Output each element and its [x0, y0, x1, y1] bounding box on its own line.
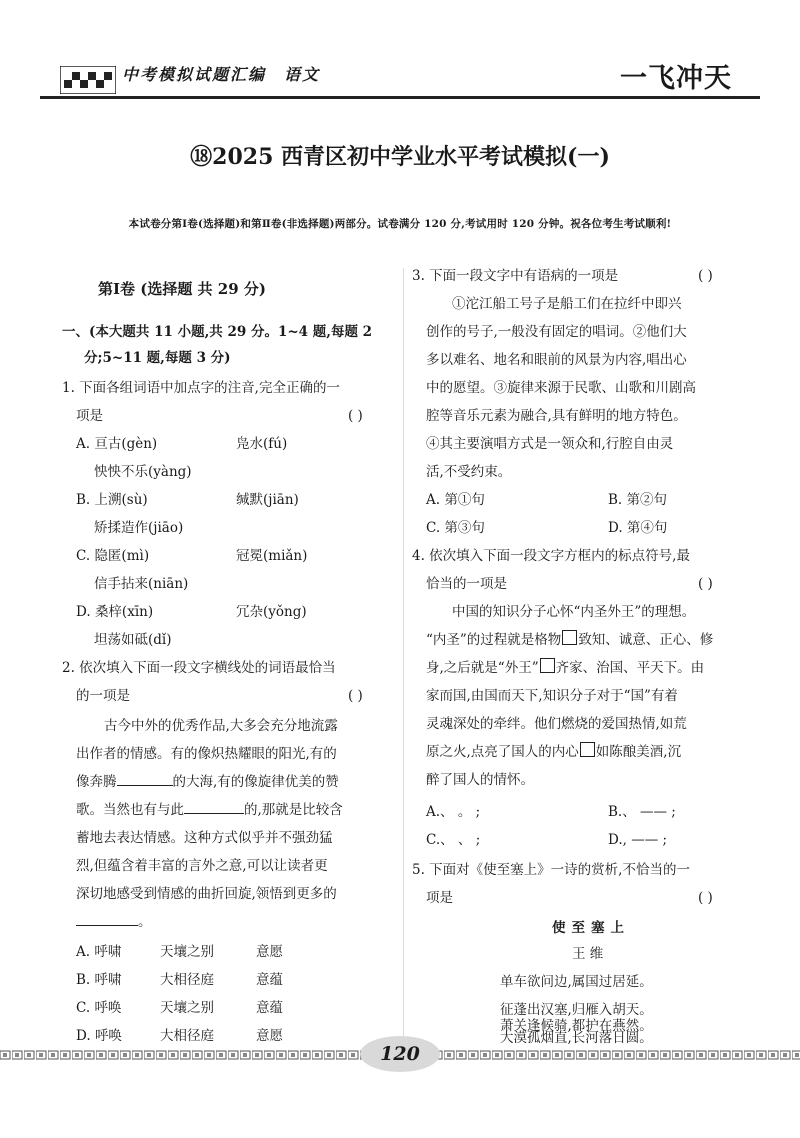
- text-part: 像奔腾: [76, 774, 117, 790]
- q1-option-d-word-3: 坦荡如砥(dǐ): [94, 632, 172, 648]
- q3-answer-paren[interactable]: ( ): [698, 268, 713, 284]
- option-word: 亘古(gèn): [94, 436, 158, 452]
- q2-option-c-c: 意蕴: [256, 1000, 283, 1016]
- q4-option-a[interactable]: A.、 。 ;: [426, 804, 481, 820]
- q1-option-b-word-2: 缄默(jiān): [236, 492, 299, 508]
- section-title: 第Ⅰ卷 (选择题 共 29 分): [98, 280, 266, 298]
- q3-option-b[interactable]: B. 第②句: [608, 492, 668, 508]
- q2-option-d[interactable]: [76, 1022, 122, 1050]
- exam-intro: 本试卷分第Ⅰ卷(选择题)和第Ⅱ卷(非选择题)两部分。试卷满分 120 分,考试用时 120 分钟。祝各位考生考试顺利!: [128, 218, 672, 230]
- q2-answer-paren[interactable]: ( ): [348, 688, 363, 704]
- punct-box-3[interactable]: [580, 742, 595, 757]
- option-label: A.: [76, 944, 91, 960]
- q2-option-c[interactable]: [76, 994, 121, 1022]
- q2-text-3: [76, 768, 339, 796]
- text-part: 原之火,点亮了国人的内心: [426, 744, 579, 760]
- q1-option-d-word-2: 冗杂(yǒng): [236, 604, 307, 620]
- q1-option-a-word-2: 凫水(fú): [236, 436, 288, 452]
- punct-box-1[interactable]: [562, 630, 577, 645]
- q2-stem-1: 2. 依次填入下面一段文字横线处的词语最恰当: [62, 660, 336, 676]
- q4-text-5: 灵魂深处的牵绊。他们燃烧的爱国热情,如荒: [426, 716, 687, 732]
- q4-text-4: 家而国,由国而天下,知识分子对于“国”有着: [426, 688, 678, 704]
- option-word: 桑梓(xīn): [94, 604, 154, 620]
- q2-text-5: 蓄地去表达情感。这种方式似乎并不强劲猛: [76, 830, 333, 846]
- text-part: 的大海,有的像旋律优美的赞: [172, 774, 339, 790]
- q2-option-c-b: 天壤之别: [160, 1000, 214, 1016]
- q3-option-d[interactable]: D. 第④句: [608, 520, 668, 536]
- q2-text-4: [76, 796, 343, 824]
- poem-line-2: 征蓬出汉塞,归雁入胡天。: [500, 1002, 653, 1018]
- q4-text-6: [426, 738, 681, 766]
- checker-decoration-icon: [60, 66, 116, 94]
- option-label: A.: [76, 436, 91, 452]
- q3-option-c[interactable]: C. 第③句: [426, 520, 485, 536]
- fill-blank-1[interactable]: [117, 769, 173, 786]
- header-rule: [40, 96, 760, 99]
- option-label: D.: [76, 604, 91, 620]
- right-column: [412, 262, 762, 1046]
- option-word: 呼啸: [94, 944, 122, 960]
- punct-box-2[interactable]: [540, 658, 555, 673]
- q2-option-a-c: 意愿: [256, 944, 283, 960]
- q4-text-3: [426, 654, 704, 682]
- q4-answer-paren[interactable]: ( ): [698, 576, 713, 592]
- poem-line-4: 萧关逢候骑,都护在燕然。: [500, 1018, 653, 1034]
- q2-option-d-c: 意愿: [256, 1028, 283, 1044]
- q2-option-b[interactable]: [76, 966, 122, 994]
- q5-answer-paren[interactable]: ( ): [698, 890, 713, 906]
- q2-option-d-b: 大相径庭: [160, 1028, 214, 1044]
- q1-option-c[interactable]: [76, 542, 149, 570]
- q4-stem-2: 恰当的一项是: [426, 576, 507, 592]
- q4-stem-1: 4. 依次填入下面一段文字方框内的标点符号,最: [412, 548, 690, 564]
- q3-text-5: 腔等音乐元素为融合,具有鲜明的地方特色。: [426, 408, 687, 424]
- text-part: 的,那就是比较含: [244, 802, 343, 818]
- q4-text-2: [426, 626, 713, 654]
- option-word: 呼唤: [94, 1000, 122, 1016]
- q1-option-d[interactable]: [76, 598, 153, 626]
- brand-logo: 一飞冲天: [620, 63, 732, 94]
- option-word: 呼啸: [94, 972, 122, 988]
- q4-text-7: 醉了国人的情怀。: [426, 772, 534, 788]
- q2-option-a-b: 天壤之别: [160, 944, 214, 960]
- q1-stem-1: 1. 下面各组词语中加点字的注音,完全正确的一: [62, 380, 340, 396]
- option-word: 隐匿(mì): [94, 548, 150, 564]
- option-label: B.: [76, 972, 91, 988]
- q3-text-7: 活,不受约束。: [426, 464, 512, 480]
- option-word: 上溯(sù): [94, 492, 148, 508]
- instruction-line-2: 分;5~11 题,每题 3 分): [84, 350, 231, 366]
- q2-text-6: 烈,但蕴含着丰富的言外之意,可以让读者更: [76, 858, 328, 874]
- q2-text-1: 古今中外的优秀作品,大多会充分地流露: [104, 718, 338, 734]
- poem-title: 使至塞上: [552, 920, 630, 936]
- q1-option-a-word-3: 怏怏不乐(yàng): [94, 464, 192, 480]
- q1-option-a[interactable]: [76, 430, 157, 458]
- q4-option-b[interactable]: B.、 —— ;: [608, 804, 676, 820]
- q1-option-b-word-3: 矫揉造作(jiāo): [94, 520, 184, 536]
- instruction-line-1: 一、(本大题共 11 小题,共 29 分。1~4 题,每题 2: [62, 324, 373, 340]
- q4-option-d[interactable]: D., —— ;: [608, 832, 668, 848]
- q5-stem-2: 项是: [426, 890, 453, 906]
- text-part: 齐家、治国、平天下。由: [555, 660, 705, 676]
- poem-author: 王 维: [572, 946, 604, 962]
- poem-line-1: 单车欲问边,属国过居延。: [500, 974, 653, 990]
- q4-option-c[interactable]: C.、 、 ;: [426, 832, 481, 848]
- series-name: 中考模拟试题汇编: [122, 65, 267, 84]
- q2-option-b-c: 意蕴: [256, 972, 283, 988]
- option-word: 呼唤: [94, 1028, 122, 1044]
- q1-stem-2: 项是: [76, 408, 103, 424]
- q3-stem: 3. 下面一段文字中有语病的一项是: [412, 268, 619, 284]
- text-part: “内圣”的过程就是格物: [426, 632, 562, 648]
- q3-text-2: 创作的号子,一般没有固定的唱词。②他们大: [426, 324, 687, 340]
- text-part: 。: [138, 914, 152, 930]
- q2-option-a[interactable]: [76, 938, 121, 966]
- q2-text-2: 出作者的情感。有的像炽热耀眼的阳光,有的: [76, 746, 337, 762]
- q2-option-b-b: 大相径庭: [160, 972, 214, 988]
- page-title: ⑱2025 西青区初中学业水平考试模拟(一): [190, 144, 610, 170]
- fill-blank-3[interactable]: [76, 909, 138, 926]
- q5-stem-1: 5. 下面对《使至塞上》一诗的赏析,不恰当的一: [412, 862, 690, 878]
- text-part: 致知、诚意、正心、修: [578, 632, 714, 648]
- column-divider: [403, 268, 404, 1038]
- text-part: 如陈酿美酒,沉: [595, 744, 682, 760]
- option-label: B.: [76, 492, 91, 508]
- q3-text-4: 中的愿望。③旋律来源于民歌、山歌和川剧高: [426, 380, 696, 396]
- option-label: D.: [76, 1028, 91, 1044]
- fill-blank-2[interactable]: [184, 797, 244, 814]
- option-label: C.: [76, 1000, 91, 1016]
- text-part: 歌。当然也有与此: [76, 802, 184, 818]
- poem-line-3: 大漠孤烟直,长河落日圆。: [500, 1030, 653, 1046]
- q3-text-6: ④其主要演唱方式是一领众和,行腔自由灵: [426, 436, 674, 452]
- q1-option-b[interactable]: [76, 486, 148, 514]
- option-label: C.: [76, 548, 91, 564]
- q3-text-1: ①沱江船工号子是船工们在拉纤中即兴: [452, 296, 682, 312]
- q2-stem-2: 的一项是: [76, 688, 130, 704]
- subject-name: 语文: [284, 65, 321, 84]
- q1-answer-paren[interactable]: ( ): [348, 408, 363, 424]
- q3-option-a[interactable]: A. 第①句: [426, 492, 485, 508]
- page-number: 120: [360, 1036, 440, 1072]
- q1-option-c-word-3: 信手拈来(niān): [94, 576, 189, 592]
- q2-text-7: 深切地感受到情感的曲折回旋,领悟到更多的: [76, 886, 337, 902]
- q3-text-3: 多以难名、地名和眼前的风景为内容,唱出心: [426, 352, 687, 368]
- header-series: [122, 62, 320, 85]
- q4-text-1: 中国的知识分子心怀“内圣外王”的理想。: [452, 604, 696, 620]
- text-part: 身,之后就是“外王”: [426, 660, 539, 676]
- q2-text-8: [76, 908, 152, 936]
- left-column: [62, 318, 398, 1044]
- q1-option-c-word-2: 冠冕(miǎn): [236, 548, 308, 564]
